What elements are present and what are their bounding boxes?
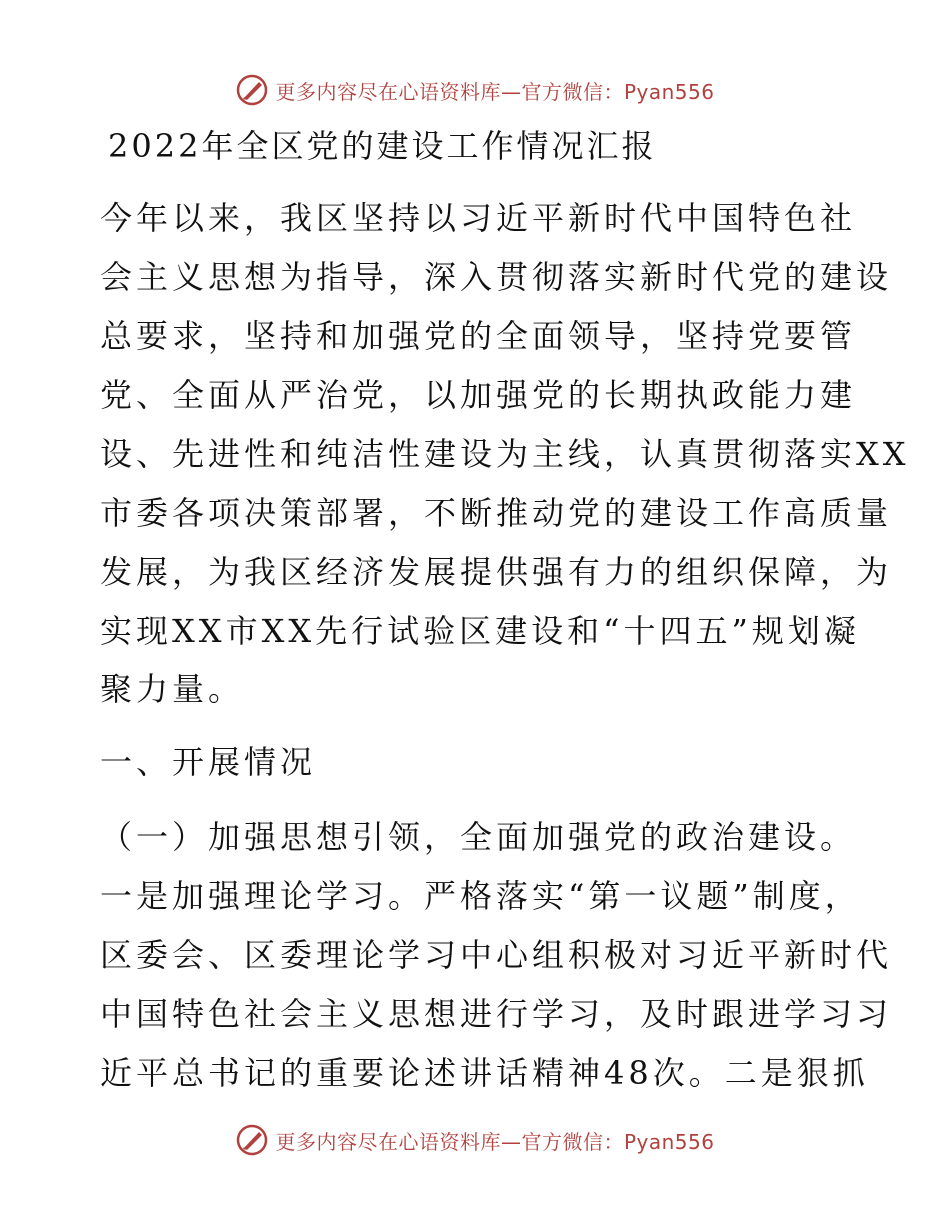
body-line: 总要求，坚持和加强党的全面领导，坚持党要管: [100, 317, 857, 355]
watermark-banner-top: [0, 70, 950, 110]
body-line: 设、先进性和纯洁性建设为主线，认真贯彻落实XX: [100, 435, 910, 473]
watermark-banner-bottom: [0, 1120, 950, 1160]
document-title: 2022年全区党的建设工作情况汇报: [108, 127, 657, 165]
watermark-text: 更多内容尽在心语资料库—官方微信：Pyan556: [275, 1129, 715, 1154]
body-line: 会主义思想为指导，深入贯彻落实新时代党的建设: [100, 258, 893, 296]
body-line: 一是加强理论学习。严格落实“第一议题”制度，: [100, 877, 861, 915]
subsection-heading: （一）加强思想引领，全面加强党的政治建设。: [100, 818, 857, 856]
body-line: 中国特色社会主义思想进行学习，及时跟进学习习: [100, 995, 893, 1033]
pen-seal-icon: [235, 1123, 269, 1157]
body-line: 发展，为我区经济发展提供强有力的组织保障，为: [100, 553, 893, 591]
body-line: 近平总书记的重要论述讲话精神48次。二是狠抓: [100, 1054, 869, 1092]
watermark-text: 更多内容尽在心语资料库—官方微信：Pyan556: [275, 79, 715, 104]
body-line: 区委会、区委理论学习中心组积极对习近平新时代: [100, 936, 893, 974]
body-line: 实现XX市XX先行试验区建设和“十四五”规划凝: [100, 612, 860, 650]
body-line: 今年以来，我区坚持以习近平新时代中国特色社: [100, 199, 857, 237]
pen-seal-icon: [235, 73, 269, 107]
body-line: 聚力量。: [100, 670, 245, 708]
body-line: 党、全面从严治党，以加强党的长期执政能力建: [100, 376, 857, 414]
section-heading: 一、开展情况: [100, 743, 317, 781]
body-line: 市委各项决策部署，不断推动党的建设工作高质量: [100, 494, 893, 532]
